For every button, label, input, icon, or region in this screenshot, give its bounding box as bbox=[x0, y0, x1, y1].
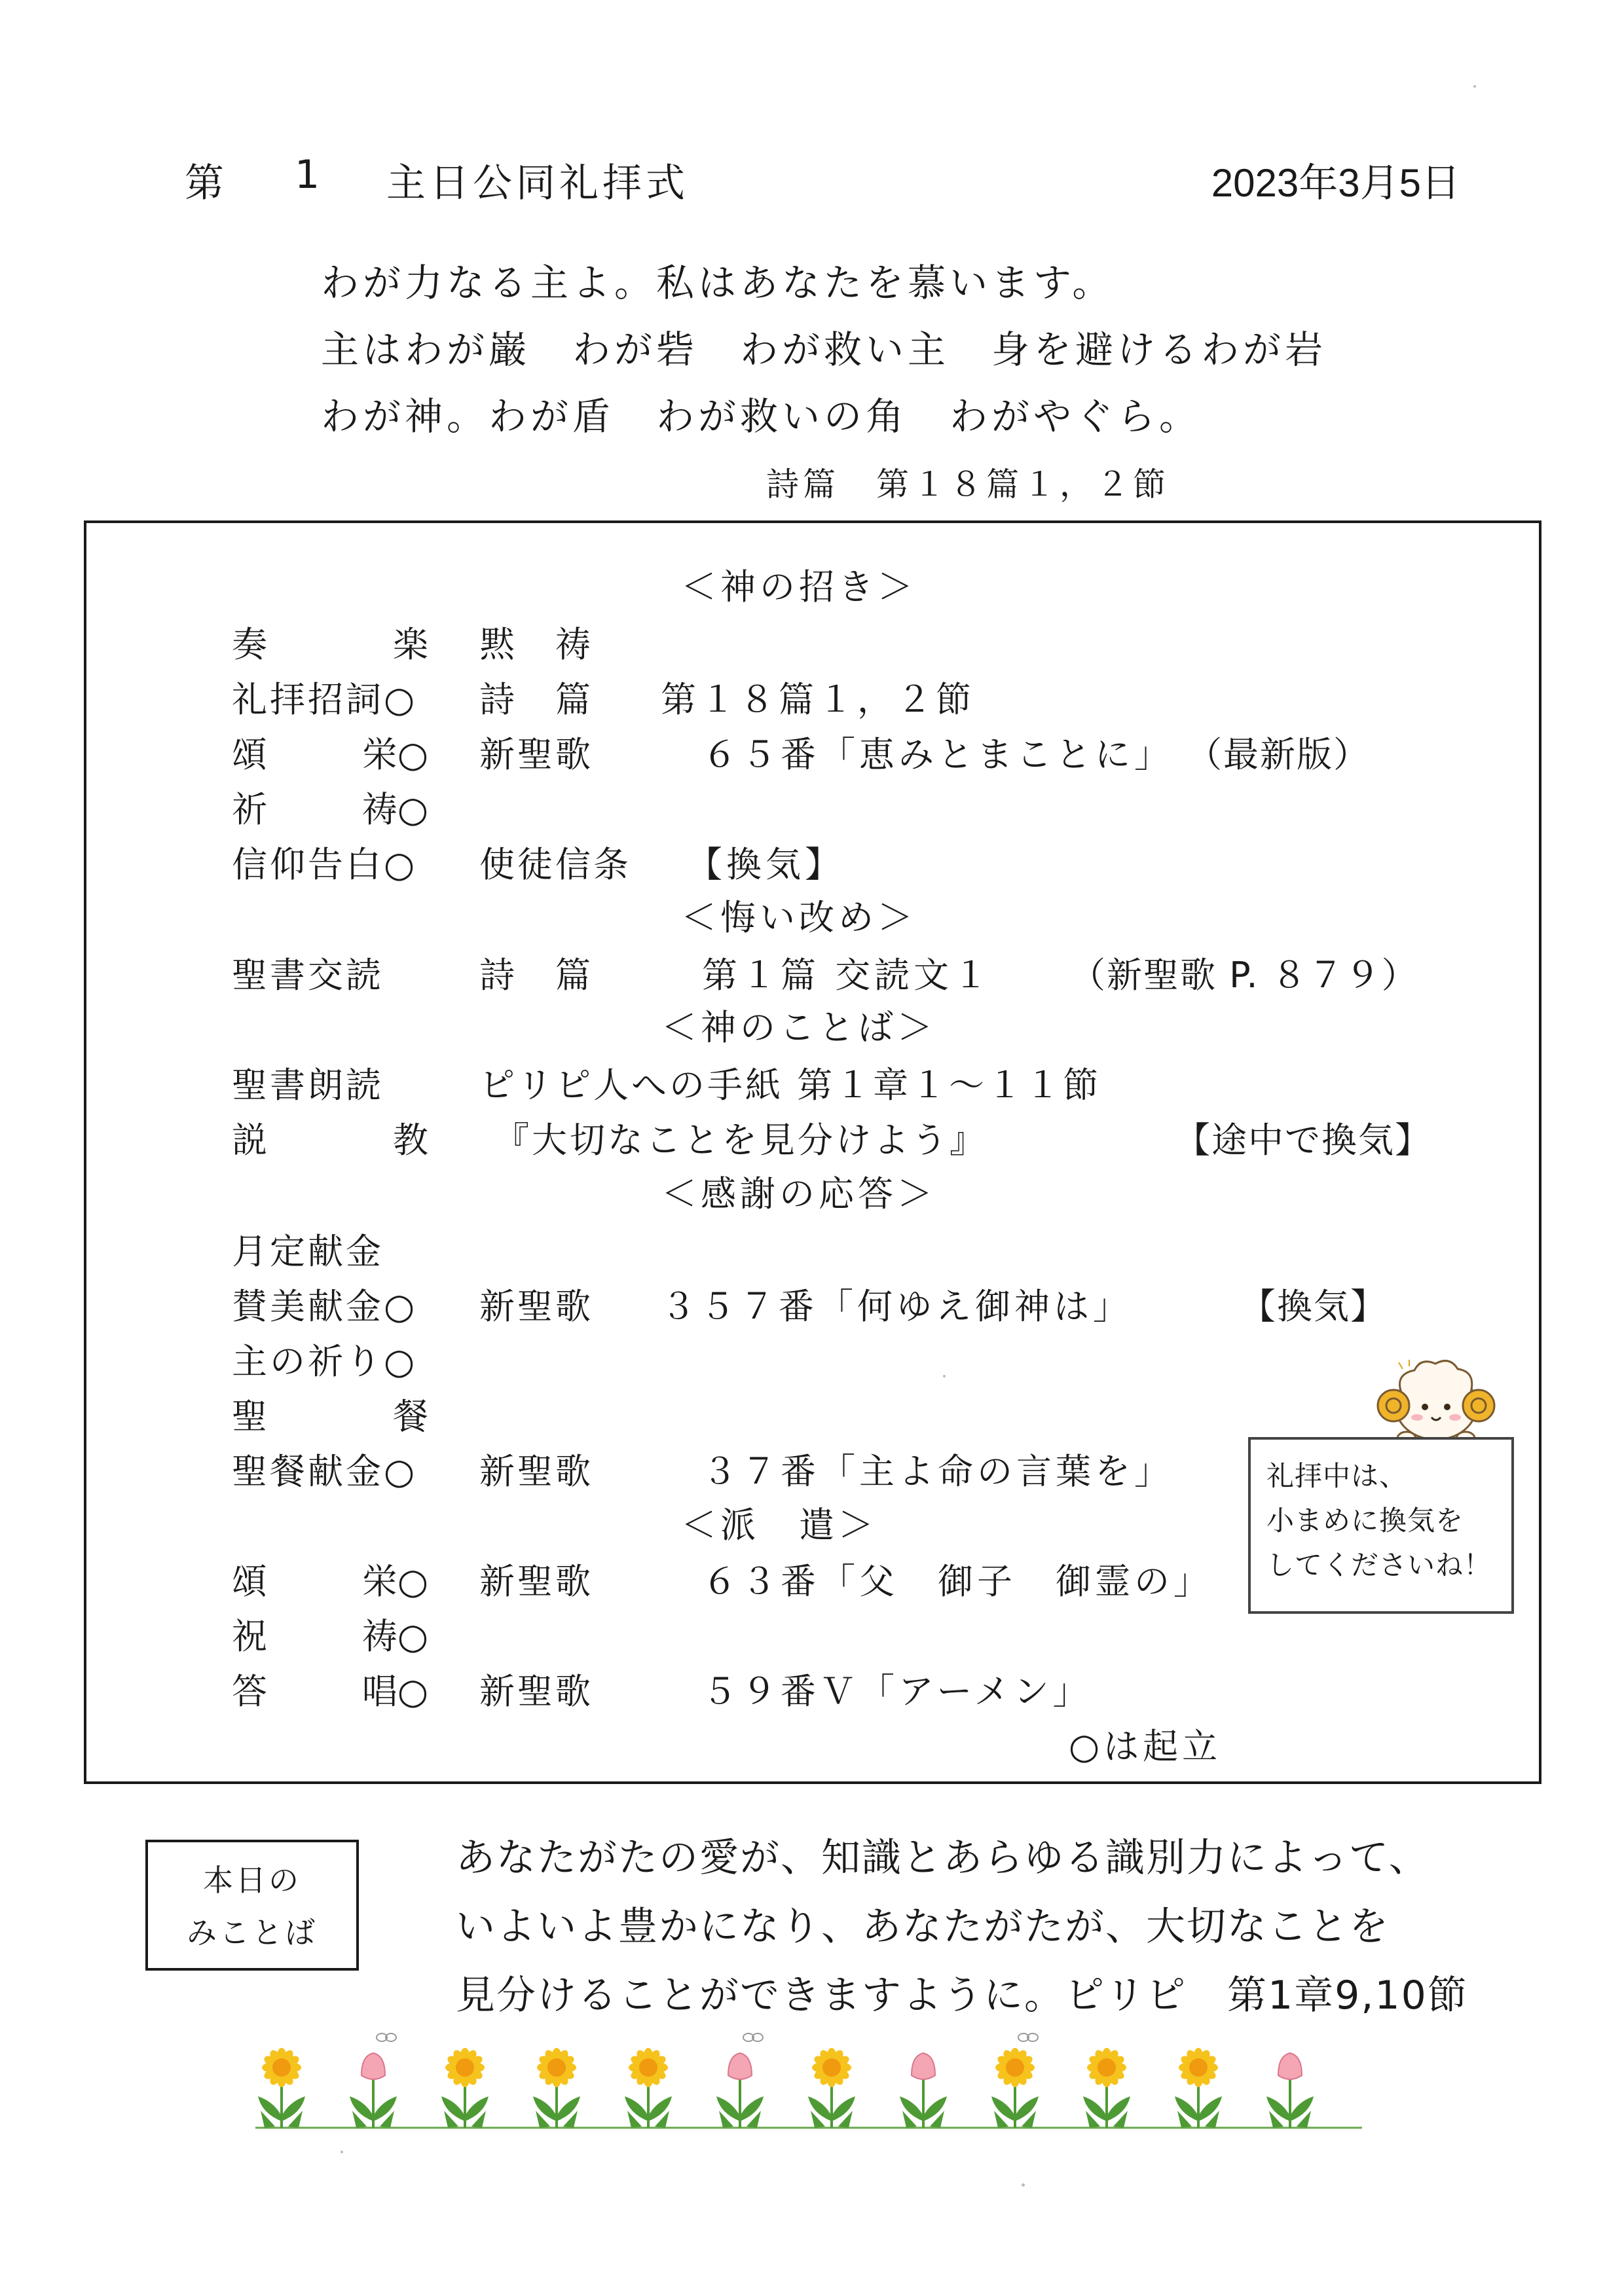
row-note: 【換気】 bbox=[1240, 1286, 1387, 1327]
row-label: 聖書交読 bbox=[232, 955, 384, 996]
row-label: 頌 栄○ bbox=[232, 1561, 428, 1602]
row-item: 詩 篇 bbox=[479, 679, 593, 720]
row-item: 新聖歌 bbox=[479, 1451, 593, 1492]
row-detail: ３５７番「何ゆえ御神は」 bbox=[661, 1286, 1132, 1327]
row-label: 説 教 bbox=[232, 1120, 428, 1161]
verse-line: わが神。わが盾 わが救いの角 わがやぐら。 bbox=[321, 394, 1202, 439]
verse-line: わが力なる主よ。私はあなたを慕います。 bbox=[321, 261, 1115, 305]
row-note: （最新版） bbox=[1187, 734, 1370, 775]
row-label: 賛美献金○ bbox=[232, 1286, 418, 1327]
row-item: 新聖歌 bbox=[479, 1286, 593, 1327]
today-word-line: 見分けることができますように。ピリピ 第1章9,10節 bbox=[456, 1973, 1468, 2018]
row-detail: 【換気】 bbox=[687, 844, 844, 885]
dandelion-border-icon bbox=[255, 2030, 1362, 2134]
row-item: 黙 祷 bbox=[479, 624, 593, 665]
row-note: （新聖歌 P. ８７９） bbox=[1070, 955, 1418, 996]
row-detail: ３７番「主よ命の言葉を」 bbox=[702, 1451, 1173, 1492]
today-word-line: いよいよ豊かになり、あなたがたが、大切なことを bbox=[456, 1904, 1390, 1950]
reminder-line: 小まめに換気を bbox=[1266, 1504, 1464, 1537]
ventilation-reminder bbox=[1248, 1437, 1514, 1614]
row-label: 頌 栄○ bbox=[232, 734, 428, 775]
sheep-mascot-icon bbox=[1361, 1358, 1511, 1447]
row-label: 月定献金 bbox=[232, 1231, 384, 1272]
section-heading: ＜派 遣＞ bbox=[681, 1504, 877, 1546]
scan-speck bbox=[1022, 2183, 1025, 2187]
service-date: 2023年3月5日 bbox=[1211, 161, 1460, 205]
row-detail: ５９番Ｖ「アーメン」 bbox=[702, 1671, 1092, 1712]
service-number: 1 bbox=[295, 152, 322, 198]
row-item: 『大切なことを見分けよう』 bbox=[494, 1120, 987, 1161]
row-label: 祈 祷○ bbox=[232, 789, 428, 830]
row-label: 祝 祷○ bbox=[232, 1616, 428, 1657]
row-label: 聖 餐 bbox=[232, 1396, 428, 1437]
row-detail: ６３番「父 御子 御霊の」 bbox=[702, 1561, 1213, 1602]
reminder-line: してくださいね！ bbox=[1266, 1549, 1492, 1581]
row-detail: 第１８篇１，２節 bbox=[661, 679, 975, 720]
row-label: 信仰告白○ bbox=[232, 844, 418, 885]
row-detail: ６５番「恵みとまことに」 bbox=[702, 734, 1173, 775]
service-kind: 第 bbox=[185, 160, 225, 206]
row-item: 新聖歌 bbox=[479, 1671, 593, 1712]
scan-speck bbox=[341, 2151, 343, 2153]
row-label: 主の祈り○ bbox=[232, 1341, 418, 1382]
verse-reference: 詩篇 第１８篇１，２節 bbox=[766, 465, 1170, 503]
row-label: 答 唱○ bbox=[232, 1671, 428, 1712]
today-word-label: 本日の みことば bbox=[145, 1840, 359, 1971]
row-label: 聖餐献金○ bbox=[232, 1451, 418, 1492]
row-item: ピリピ人への手紙 第１章１～１１節 bbox=[479, 1065, 1101, 1106]
row-label: 礼拝招詞○ bbox=[232, 679, 418, 720]
row-detail: 第１篇 交読文１ bbox=[702, 955, 993, 996]
row-item: 新聖歌 bbox=[479, 734, 593, 775]
today-word-line: あなたがたの愛が、知識とあらゆる識別力によって、 bbox=[456, 1835, 1430, 1881]
scan-speck bbox=[943, 1375, 946, 1377]
scan-speck bbox=[1473, 85, 1476, 88]
row-label: 聖書朗読 bbox=[232, 1065, 384, 1106]
section-heading: ＜悔い改め＞ bbox=[681, 897, 917, 938]
row-item: 詩 篇 bbox=[479, 955, 593, 996]
row-note: 【途中で換気】 bbox=[1175, 1120, 1431, 1161]
verse-line: 主はわが巌 わが砦 わが救い主 身を避けるわが岩 bbox=[321, 327, 1327, 372]
standing-note: ○は起立 bbox=[1069, 1726, 1222, 1767]
row-label: 奏 楽 bbox=[232, 624, 428, 665]
section-heading: ＜神の招き＞ bbox=[681, 566, 917, 608]
reminder-line: 礼拝中は、 bbox=[1266, 1460, 1408, 1492]
section-heading: ＜神のことば＞ bbox=[661, 1007, 936, 1048]
row-item: 新聖歌 bbox=[479, 1561, 593, 1602]
service-title: 主日公同礼拝式 bbox=[386, 160, 689, 206]
section-heading: ＜感謝の応答＞ bbox=[661, 1173, 936, 1214]
row-item: 使徒信条 bbox=[479, 844, 631, 885]
